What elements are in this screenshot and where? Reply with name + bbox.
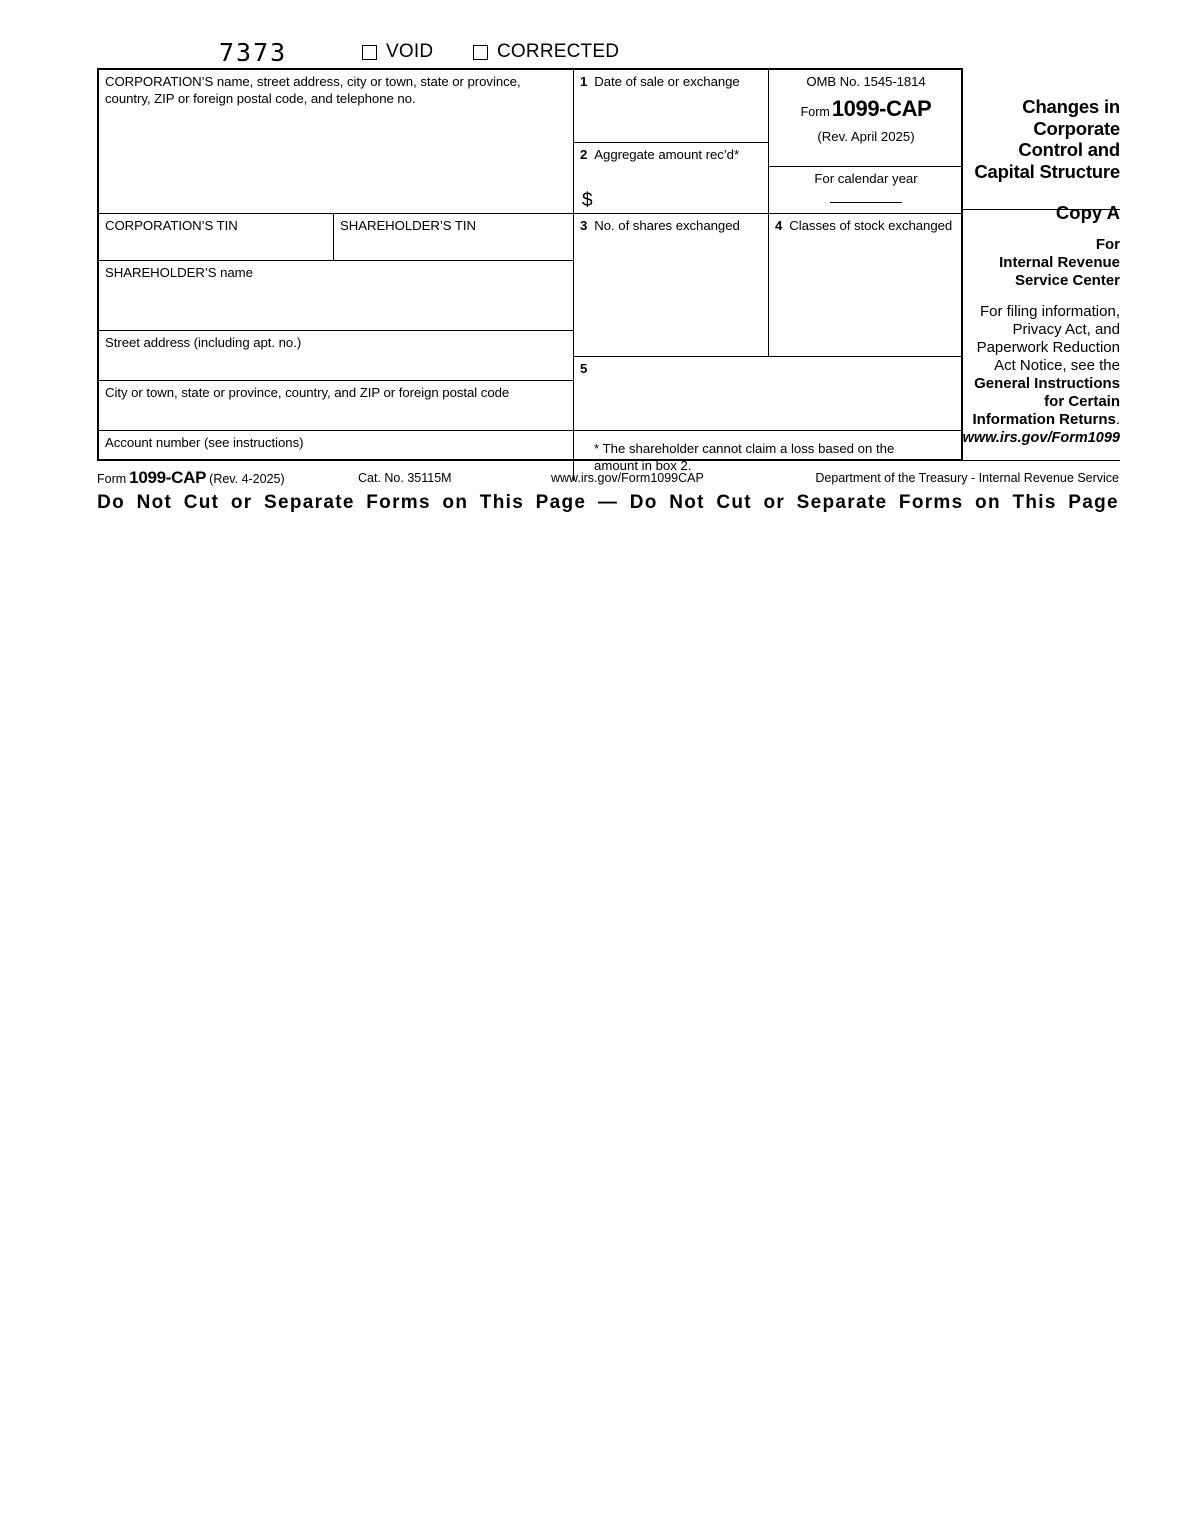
copy-designation: Copy A [1055, 202, 1120, 223]
box5-number: 5 [580, 361, 588, 376]
treasury-department-line: Department of the Treasury - Internal Revenue Service [815, 471, 1119, 485]
right-info-panel [920, 68, 1120, 446]
corporation-name-address-field[interactable] [99, 70, 574, 213]
footnote-line2: amount in box 2. [594, 457, 692, 473]
shareholder-name-label: SHAREHOLDER’S name [105, 265, 253, 280]
privacy-act-notice [920, 303, 1120, 429]
title-line-4: Capital Structure [974, 160, 1120, 182]
title-line-1: Changes in [1022, 96, 1120, 117]
copy-destination [920, 236, 1120, 290]
footnote-line1: * The shareholder cannot claim a loss based on the [594, 441, 895, 456]
form-identifier-number: 7373 [219, 38, 288, 67]
shareholder-tin-label: SHAREHOLDER’S TIN [340, 218, 476, 233]
title-line-3: Control and [1018, 139, 1120, 160]
notice-bold-line-3 [920, 411, 1120, 429]
footer-url[interactable]: www.irs.gov/Form1099CAP [551, 471, 704, 485]
void-checkbox[interactable] [362, 45, 377, 60]
street-address-label: Street address (including apt. no.) [105, 335, 302, 350]
omb-number: OMB No. 1545-1814 [806, 74, 926, 89]
irs-form1099-url[interactable]: www.irs.gov/Form1099 [962, 430, 1120, 446]
box3-shares-exchanged-field[interactable] [574, 213, 769, 356]
box2-number: 2 [580, 147, 588, 162]
notice-bold-line-1: General Instructions [974, 375, 1120, 392]
copy-destination-line-3: Service Center [1014, 272, 1120, 289]
box2-label: Aggregate amount rec’d* [594, 147, 740, 162]
box1-label: Date of sale or exchange [594, 74, 740, 89]
box5-field[interactable] [574, 356, 963, 430]
box4-label: Classes of stock exchanged [789, 218, 953, 233]
catalog-number: Cat. No. 35115M [358, 471, 452, 485]
copy-destination-line-1: For [1095, 236, 1120, 253]
notice-bold-line-2: for Certain [1044, 393, 1120, 410]
form-revision-date: (Rev. April 2025) [817, 129, 915, 144]
void-checkbox-group[interactable] [362, 41, 433, 63]
box5-label-row [580, 361, 957, 378]
shareholder-name-field[interactable] [99, 260, 574, 330]
corporation-name-address-label-line1: CORPORATION’S name, street address, city or town, state or province, [105, 74, 521, 89]
do-not-cut-notice: Do Not Cut or Separate Forms on This Page — Do Not Cut or Separate Forms on This Page [97, 492, 1119, 513]
city-state-zip-field[interactable] [99, 380, 574, 430]
void-label: VOID [386, 41, 434, 62]
box3-label-row [580, 218, 762, 235]
street-address-field[interactable] [99, 330, 574, 380]
form-footer [97, 468, 1119, 488]
form-grid [97, 68, 963, 473]
title-line-2: Corporate [1033, 117, 1120, 139]
box3-label: No. of shares exchanged [594, 218, 740, 233]
box2-currency-symbol: $ [582, 190, 593, 211]
corporation-tin-label: CORPORATION’S TIN [105, 218, 238, 233]
form-description-title [920, 96, 1120, 182]
notice-period: . [1115, 411, 1120, 428]
notice-line-3: Paperwork Reduction [976, 339, 1120, 356]
corrected-label: CORRECTED [497, 41, 620, 62]
shareholder-tin-field[interactable] [334, 213, 574, 260]
notice-line-4: Act Notice, see the [994, 357, 1120, 374]
footer-revision: (Rev. 4-2025) [209, 472, 285, 486]
calendar-year-input-rule[interactable] [830, 202, 902, 203]
form-word: Form [800, 105, 830, 119]
box4-number: 4 [775, 218, 783, 233]
box2-label-row [580, 147, 762, 164]
corporation-name-address-label-line2: country, ZIP or foreign postal code, and telephone no. [105, 90, 416, 106]
footer-form-number: 1099-CAP [129, 468, 207, 487]
copy-destination-line-2: Internal Revenue [999, 254, 1120, 271]
form-top-row [97, 40, 1119, 68]
footer-form-identity [97, 468, 285, 488]
calendar-year-label: For calendar year [814, 171, 918, 186]
box1-number: 1 [580, 74, 588, 89]
box1-date-of-sale-field[interactable] [574, 70, 769, 142]
notice-publication-name: Information Returns [972, 411, 1116, 428]
form-number: 1099-CAP [831, 96, 932, 121]
notice-line-1: For filing information, [979, 303, 1120, 320]
footer-form-word: Form [97, 472, 127, 486]
corporation-tin-field[interactable] [99, 213, 334, 260]
notice-line-2: Privacy Act, and [1012, 321, 1120, 338]
account-number-label: Account number (see instructions) [105, 435, 304, 450]
box2-aggregate-amount-field[interactable] [574, 142, 769, 213]
corrected-checkbox-group[interactable] [473, 41, 619, 63]
box3-number: 3 [580, 218, 588, 233]
city-state-zip-label: City or town, state or province, country, and ZIP or foreign postal code [105, 385, 510, 400]
corrected-checkbox[interactable] [473, 45, 488, 60]
panel-bottom-divider [963, 460, 1120, 461]
box1-label-row [580, 74, 762, 91]
